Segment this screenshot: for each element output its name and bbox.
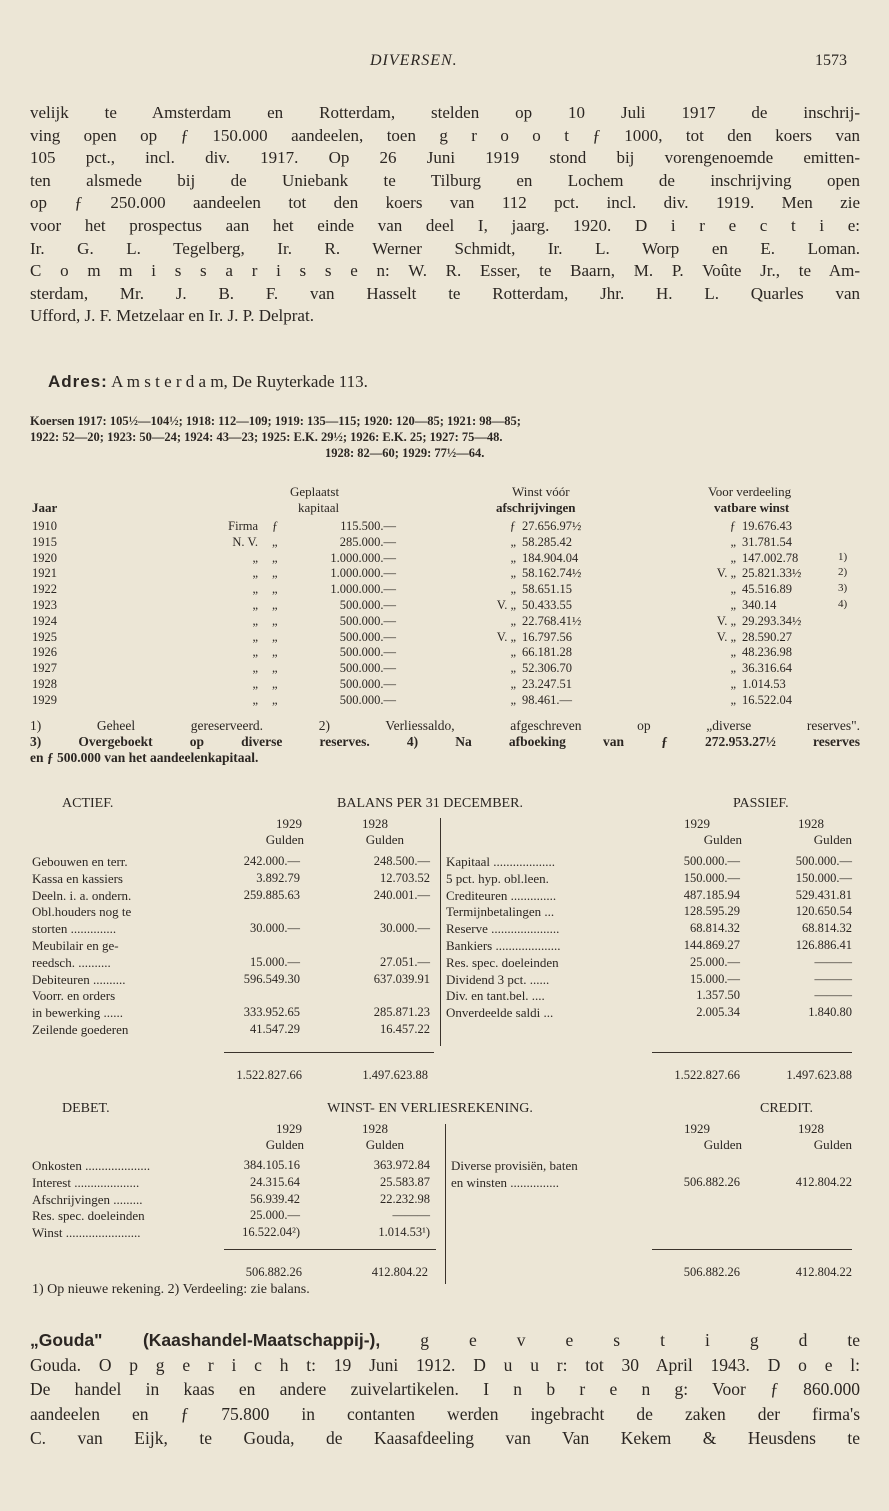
unit-header: Gulden (365, 1137, 404, 1152)
center-divider (440, 818, 441, 1046)
cell-firma: „ (252, 582, 258, 597)
cell-jaar: 1924 (32, 613, 57, 628)
cell-jaar: 1922 (32, 582, 57, 597)
center-divider (445, 1124, 446, 1284)
cell-currency: „ (272, 645, 278, 660)
col-header-geplaatst: Geplaatst (290, 484, 340, 499)
paragraph-text: Gouda. O p g e r i c h t: 19 Juni 1912. D u u r: tot 30 April 1943. D o e l: (30, 1354, 860, 1375)
cell-voor-verdeeling: 25.821.33½ (742, 566, 802, 581)
cell-currency: „ (272, 692, 278, 707)
cell-winst: 52.306.70 (522, 661, 572, 676)
row-value-1928: 30.000.— (380, 921, 430, 936)
cell-currency: ƒ (272, 519, 279, 533)
row-value-1929: 487.185.94 (683, 887, 740, 902)
page-number: 1573 (815, 52, 847, 69)
row-value-1928: ——— (814, 988, 852, 1003)
row-value-1929: 25.000.— (250, 1208, 300, 1223)
cell-voor-verdeeling: 1.014.53 (742, 677, 786, 691)
total-value: 506.882.26 (683, 1265, 740, 1279)
cell-kapitaal: 1.000.000.— (330, 566, 396, 581)
row-label: Zeilende goederen (32, 1022, 129, 1037)
cell-jaar: 1929 (32, 692, 57, 707)
row-label: storten .............. (32, 921, 117, 937)
cell-winst-prefix: „ (510, 566, 516, 581)
cell-winst: 58.162.74½ (522, 566, 582, 581)
row-value-1929: 150.000.— (683, 870, 740, 885)
koersen-line: 1922: 52—20; 1923: 50—24; 1924: 43—23; 1925: E.K. 29½; 1926: E.K. 25; 1927: 75—48. (30, 430, 503, 444)
row-value-1929: 3.892.79 (256, 870, 300, 885)
row-value-1928: 25.583.87 (380, 1174, 430, 1189)
row-value-1929: 2.005.34 (696, 1005, 740, 1020)
cell-kapitaal: 500.000.— (339, 613, 396, 628)
cell-winst-prefix: V. „ (496, 598, 516, 612)
row-label: Bankiers .................... (446, 938, 561, 953)
row-value-1929: 24.315.64 (250, 1174, 300, 1189)
row-value-1928: 412.804.22 (795, 1174, 852, 1189)
unit-header: Gulden (265, 832, 304, 847)
cell-currency: „ (272, 661, 278, 676)
cell-winst: 184.904.04 (522, 550, 579, 565)
cell-voor-prefix: „ (730, 645, 736, 660)
cell-footnote-ref: 3) (838, 582, 848, 595)
row-label: reedsch. .......... (32, 954, 111, 970)
row-value-1928: 1.840.80 (808, 1005, 852, 1020)
unit-header: Gulden (703, 832, 742, 847)
paragraph-text: De handel in kaas en andere zuivelartikelen. I n b r e n g: Voor ƒ 860.000 (30, 1379, 860, 1399)
row-value-1928: 240.001.— (373, 887, 430, 902)
row-value-1928: 68.814.32 (802, 921, 852, 936)
year-header: 1929 (684, 816, 710, 831)
row-value-1928: ——— (814, 971, 852, 986)
footnote-line: 1) Geheel gereserveerd. 2) Verliessaldo, afgeschreven op „diverse reserves". (30, 718, 860, 733)
address-city: A m s t e r d a m, (111, 372, 228, 391)
year-header: 1929 (276, 816, 302, 831)
footnote-line: en ƒ 500.000 van het aandeelenkapitaal. (30, 750, 259, 765)
row-value-1928: 529.431.81 (795, 887, 852, 902)
paragraph-line: C o m m i s s a r i s s e n: W. R. Esser, te Baarn, M. P. Voûte Jr., te Am- (30, 261, 860, 281)
row-label: Div. en tant.bel. .... (446, 988, 545, 1004)
row-value-1929: 16.522.04²) (242, 1225, 300, 1240)
cell-voor-verdeeling: 36.316.64 (742, 661, 792, 676)
paragraph-line: voor het prospectus aan het einde van deel I, jaarg. 1920. D i r e c t i e: (30, 215, 860, 235)
cell-firma: „ (252, 629, 258, 644)
left-side-title: ACTIEF. (62, 796, 114, 811)
cell-currency: „ (272, 613, 278, 628)
cell-kapitaal: 1.000.000.— (330, 550, 396, 565)
row-value-1929: 41.547.29 (250, 1022, 300, 1036)
cell-firma: N. V. (232, 534, 258, 549)
total-rule-left (224, 1249, 436, 1250)
row-value-1928: 12.703.52 (380, 870, 430, 885)
row-label: Kassa en kassiers (32, 870, 123, 886)
cell-currency: „ (272, 629, 278, 644)
cell-winst-prefix: „ (510, 692, 516, 707)
total-value: 506.882.26 (245, 1265, 302, 1279)
cell-winst-prefix: „ (510, 645, 516, 660)
col-header-afschrijvingen: afschrijvingen (496, 500, 576, 515)
cell-voor-verdeeling: 147.002.78 (742, 550, 799, 565)
total-value: 1.497.623.88 (362, 1068, 428, 1082)
row-value-1929: 15.000.— (250, 954, 300, 969)
paragraph-line: ving open op ƒ 150.000 aandeelen, toen g r o o t ƒ 1000, tot den koers van (30, 125, 860, 145)
cell-currency: „ (272, 550, 278, 565)
cell-kapitaal: 115.500.— (340, 519, 396, 533)
year-header: 1929 (276, 1121, 302, 1136)
cell-voor-verdeeling: 19.676.43 (742, 519, 792, 533)
row-label: in bewerking ...... (32, 1005, 123, 1021)
cell-jaar: 1910 (32, 519, 57, 533)
cell-voor-verdeeling: 48.236.98 (742, 645, 792, 660)
paragraph-text: aandeelen en ƒ 75.800 in contanten werden ingebracht de zaken der firma's (30, 1403, 860, 1424)
cell-currency: „ (272, 598, 278, 612)
unit-header: Gulden (813, 832, 852, 847)
row-label: Winst ....................... (32, 1225, 141, 1241)
row-value-1928: 27.051.— (380, 954, 430, 969)
row-value-1928: 1.014.53¹) (378, 1225, 430, 1240)
right-side-title: PASSIEF. (733, 796, 789, 811)
cell-jaar: 1920 (32, 550, 57, 565)
cell-winst: 98.461.— (522, 692, 572, 707)
cell-voor-verdeeling: 28.590.27 (742, 629, 792, 644)
paragraph-line (30, 1426, 860, 1451)
cell-winst: 27.656.97½ (522, 519, 582, 533)
row-value-1928: 126.886.41 (795, 938, 852, 952)
row-label: Gebouwen en terr. (32, 854, 128, 869)
row-value-1929: 384.105.16 (243, 1158, 300, 1172)
row-value-1929: 596.549.30 (243, 971, 300, 986)
running-title: DIVERSEN. (370, 52, 458, 69)
row-label: Interest .................... (32, 1174, 140, 1190)
row-value-1929: 242.000.— (243, 854, 300, 868)
row-value-1928: 22.232.98 (380, 1191, 430, 1206)
cell-kapitaal: 500.000.— (339, 629, 396, 644)
cell-firma: „ (252, 677, 258, 691)
year-header: 1928 (798, 816, 824, 831)
cell-voor-prefix: „ (730, 677, 736, 691)
cell-kapitaal: 285.000.— (339, 534, 396, 549)
cell-firma: „ (252, 692, 258, 707)
row-label: Reserve ..................... (446, 921, 560, 937)
cell-voor-verdeeling: 29.293.34½ (742, 613, 802, 628)
cell-firma: „ (252, 550, 258, 565)
cell-winst: 50.433.55 (522, 598, 572, 612)
year-header: 1928 (798, 1121, 824, 1136)
winst-footnote: 1) Op nieuwe rekening. 2) Verdeeling: zie balans. (32, 1282, 310, 1297)
address-line (48, 372, 368, 392)
total-value: 412.804.22 (795, 1265, 852, 1279)
paragraph-line (30, 1402, 860, 1427)
cell-winst: 66.181.28 (522, 645, 572, 660)
row-value-1929: 333.952.65 (243, 1005, 300, 1020)
paragraph-line (30, 1328, 860, 1353)
gouda-paragraph (30, 1328, 860, 1451)
cell-winst: 23.247.51 (522, 677, 572, 691)
year-header: 1929 (684, 1121, 710, 1136)
row-label: Meubilair en ge- (32, 938, 119, 953)
row-label: Dividend 3 pct. ...... (446, 971, 550, 987)
cell-winst: 58.651.15 (522, 582, 572, 597)
paragraph-line: velijk te Amsterdam en Rotterdam, stelden op 10 Juli 1917 de inschrij- (30, 103, 860, 122)
col-header-voor-verdeeling: Voor verdeeling (708, 484, 792, 499)
cell-voor-prefix: „ (730, 582, 736, 597)
total-rule-right (652, 1052, 852, 1053)
cell-kapitaal: 500.000.— (339, 645, 396, 660)
cell-voor-prefix: „ (730, 534, 736, 549)
cell-winst-prefix: „ (510, 582, 516, 597)
cell-firma: „ (252, 661, 258, 676)
koersen-line: 1928: 82—60; 1929: 77½—64. (325, 446, 485, 460)
row-label: Termijnbetalingen ... (446, 904, 555, 920)
unit-header: Gulden (365, 832, 404, 847)
unit-header: Gulden (813, 1137, 852, 1152)
paragraph-line: 105 pct., incl. div. 1917. Op 26 Juni 1919 stond bij vorengenoemde emitten- (30, 148, 860, 168)
cell-winst-prefix: „ (510, 550, 516, 565)
row-value-1929: 500.000.— (683, 854, 740, 868)
footnote-line: 3) Overgeboekt op diverse reserves. 4) Na afboeking van ƒ 272.953.27½ reserves (30, 734, 860, 749)
cell-jaar: 1921 (32, 566, 57, 581)
row-value-1929: 144.869.27 (683, 938, 740, 952)
row-label: Afschrijvingen ......... (32, 1191, 143, 1207)
row-label: Onverdeelde saldi ... (446, 1005, 554, 1021)
cell-currency: „ (272, 566, 278, 581)
unit-header: Gulden (265, 1137, 304, 1152)
total-value: 1.522.827.66 (674, 1068, 740, 1082)
row-value-1928: 248.500.— (373, 854, 430, 868)
row-label: Diverse provisiën, baten (451, 1158, 578, 1173)
cell-firma: „ (252, 645, 258, 660)
row-value-1928: 120.650.54 (795, 904, 852, 919)
row-label: Deeln. i. a. ondern. (32, 887, 132, 903)
cell-jaar: 1926 (32, 645, 57, 660)
cell-voor-prefix: V. „ (716, 613, 736, 628)
cell-kapitaal: 1.000.000.— (330, 582, 396, 597)
total-value: 412.804.22 (371, 1265, 428, 1279)
row-value-1929: 15.000.— (690, 971, 740, 986)
cell-jaar: 1927 (32, 661, 57, 676)
cell-voor-verdeeling: 31.781.54 (742, 534, 792, 549)
right-side-title: CREDIT. (760, 1101, 814, 1116)
row-value-1929: 68.814.32 (690, 921, 740, 936)
paragraph-line: ten alsmede bij de Uniebank te Tilburg en Lochem de inschrijving open (30, 170, 860, 190)
paragraph-line (30, 1353, 860, 1378)
cell-winst: 16.797.56 (522, 629, 572, 644)
paragraph-line: sterdam, Mr. J. B. F. van Hasselt te Rotterdam, Jhr. H. L. Quarles van (30, 283, 860, 303)
row-label: en winsten ............... (451, 1174, 559, 1190)
row-label: Res. spec. doeleinden (446, 954, 559, 970)
paragraph-text: C. van Eijk, te Gouda, de Kaasafdeeling van Van Kekem & Heusdens te (30, 1428, 860, 1448)
cell-firma: „ (252, 598, 258, 612)
cell-footnote-ref: 1) (838, 550, 848, 563)
unit-header: Gulden (703, 1137, 742, 1152)
address-label: Adres: (48, 372, 108, 391)
cell-voor-prefix: „ (730, 598, 736, 612)
cell-kapitaal: 500.000.— (339, 677, 396, 691)
row-label: Res. spec. doeleinden (32, 1208, 145, 1224)
row-value-1929: 1.357.50 (696, 988, 740, 1003)
account-title: WINST- EN VERLIESREKENING. (327, 1101, 533, 1116)
cell-voor-prefix: „ (730, 692, 736, 707)
total-rule-left (224, 1052, 434, 1053)
koersen-block (30, 413, 860, 461)
row-value-1929: 56.939.42 (250, 1191, 300, 1206)
row-value-1929: 30.000.— (250, 921, 300, 936)
row-label: 5 pct. hyp. obl.leen. (446, 870, 549, 886)
row-value-1929: 128.595.29 (683, 904, 740, 919)
cell-voor-verdeeling: 340.14 (742, 598, 777, 612)
cell-voor-prefix: V. „ (716, 629, 736, 644)
row-value-1928: 150.000.— (795, 870, 852, 885)
account-title: BALANS PER 31 DECEMBER. (337, 796, 523, 811)
row-value-1928: ——— (392, 1208, 430, 1223)
row-label: Crediteuren .............. (446, 887, 557, 903)
cell-winst-prefix: „ (510, 677, 516, 691)
total-rule-right (652, 1249, 852, 1250)
total-value: 1.522.827.66 (236, 1068, 302, 1082)
cell-winst-prefix: „ (510, 534, 516, 549)
cell-jaar: 1915 (32, 534, 57, 549)
row-value-1928: 16.457.22 (380, 1022, 430, 1036)
cell-jaar: 1928 (32, 677, 57, 691)
row-value-1928: 285.871.23 (373, 1005, 430, 1020)
cell-footnote-ref: 2) (838, 566, 848, 579)
paragraph-line: Ir. G. L. Tegelberg, Ir. R. Werner Schmidt, Ir. L. Worp en E. Loman. (30, 238, 860, 258)
paragraph-line: op ƒ 250.000 aandeelen tot den koers van 112 pct. incl. div. 1919. Men zie (30, 193, 860, 213)
cell-winst-prefix: „ (510, 661, 516, 676)
paragraph-text: g e v e s t i g d te (380, 1330, 861, 1350)
cell-jaar: 1925 (32, 629, 57, 644)
row-value-1929: 506.882.26 (683, 1174, 740, 1189)
row-value-1928: ——— (814, 954, 852, 969)
row-value-1928: 363.972.84 (373, 1158, 430, 1172)
col-header-vatbare-winst: vatbare winst (714, 500, 790, 515)
koersen-line: Koersen 1917: 105½—104½; 1918: 112—109; 1919: 135—115; 1920: 120—85; 1921: 98—85; (30, 414, 521, 428)
cell-firma: Firma (228, 519, 258, 533)
row-value-1928: 637.039.91 (373, 971, 430, 986)
year-header: 1928 (362, 1121, 388, 1136)
cell-footnote-ref: 4) (838, 598, 848, 610)
cell-winst-prefix: „ (510, 613, 516, 628)
cell-firma: „ (252, 566, 258, 581)
cell-currency: „ (272, 534, 278, 549)
row-value-1929: 259.885.63 (243, 887, 300, 902)
row-label: Obl.houders nog te (32, 904, 132, 920)
total-value: 1.497.623.88 (786, 1068, 852, 1082)
company-name: „Gouda" (Kaashandel-Maatschappij-), (30, 1330, 381, 1350)
cell-voor-prefix: ƒ (729, 519, 736, 533)
row-label: Debiteuren .......... (32, 971, 126, 987)
cell-voor-prefix: „ (730, 661, 736, 676)
intro-paragraph (30, 102, 860, 328)
cell-voor-prefix: „ (730, 550, 736, 565)
cell-voor-verdeeling: 45.516.89 (742, 582, 792, 597)
cell-currency: „ (272, 677, 278, 691)
cell-winst: 22.768.41½ (522, 613, 582, 628)
cell-firma: „ (252, 613, 258, 628)
cell-winst-prefix: ƒ (509, 519, 516, 533)
col-header-jaar: Jaar (32, 500, 58, 515)
row-label: Onkosten .................... (32, 1158, 151, 1173)
row-value-1929: 25.000.— (690, 954, 740, 969)
row-label: Voorr. en orders (32, 988, 116, 1004)
left-side-title: DEBET. (62, 1101, 110, 1116)
year-header: 1928 (362, 816, 388, 831)
address-street: De Ruyterkade 113. (232, 372, 368, 391)
cell-kapitaal: 500.000.— (339, 692, 396, 707)
paragraph-line (30, 1377, 860, 1402)
col-header-winst: Winst vóór (512, 484, 570, 499)
cell-kapitaal: 500.000.— (339, 661, 396, 676)
cell-currency: „ (272, 582, 278, 597)
cell-voor-verdeeling: 16.522.04 (742, 692, 792, 707)
col-header-kapitaal: kapitaal (298, 500, 340, 515)
row-value-1928: 500.000.— (795, 854, 852, 868)
cell-winst-prefix: V. „ (496, 629, 516, 644)
cell-winst: 58.285.42 (522, 534, 572, 549)
capital-footnotes (30, 718, 860, 766)
cell-jaar: 1923 (32, 598, 57, 612)
paragraph-line: Ufford, J. F. Metzelaar en Ir. J. P. Delprat. (30, 306, 314, 326)
row-label: Kapitaal ................... (446, 854, 556, 869)
cell-kapitaal: 500.000.— (339, 598, 396, 612)
cell-voor-prefix: V. „ (716, 566, 736, 581)
